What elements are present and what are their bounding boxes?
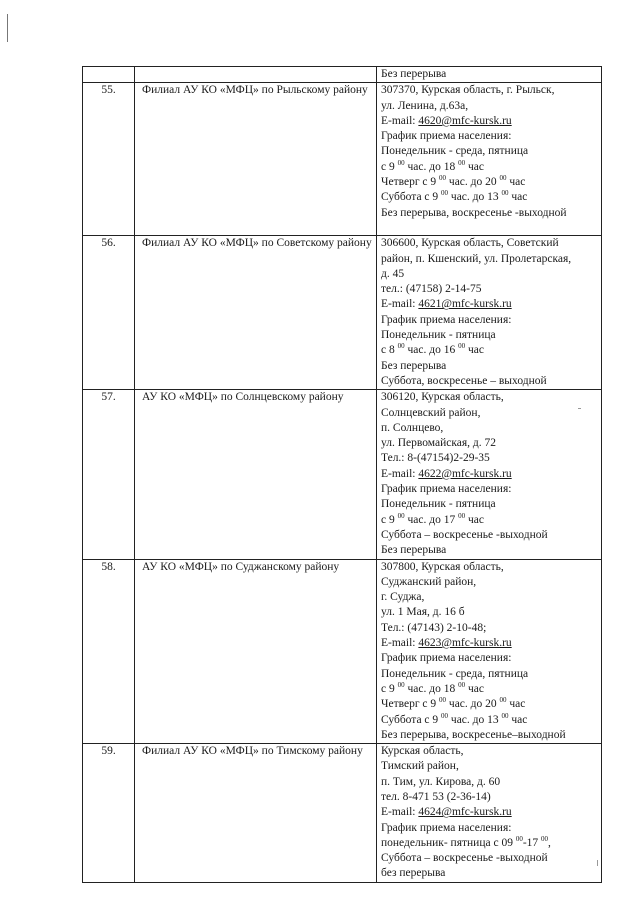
info-line: ул. 1 Мая, д. 16 б (381, 606, 465, 619)
info-line: E-mail: 4620@mfc-kursk.ru (381, 114, 512, 127)
info-line: Без перерыва (381, 359, 447, 372)
info-line: Солнцевский район, (381, 406, 481, 419)
info-line: График приема населения: (381, 313, 512, 326)
info-line: Без перерыва, воскресенье–выходной (381, 728, 566, 741)
info-line: ул. Ленина, д.63а, (381, 99, 469, 112)
info-line: 307370, Курская область, г. Рыльск, (381, 84, 555, 97)
info-line: E-mail: 4621@mfc-kursk.ru (381, 298, 512, 311)
branch-info-cell (377, 236, 602, 390)
branch-info-cell (377, 390, 602, 559)
info-line: 306120, Курская область, (381, 391, 504, 404)
branch-info-cell (377, 83, 602, 236)
branch-name-cell (135, 67, 377, 83)
info-line: д. 45 (381, 267, 405, 280)
info-line: Тимский район, (381, 760, 459, 773)
info-line: с 8 $^{00}$ час. до 16 $^{00}$ час (381, 342, 484, 357)
mfc-branches-table (82, 66, 602, 883)
minutes-superscript: 00 (458, 680, 466, 689)
minutes-superscript: 00 (441, 711, 449, 720)
row-number-cell: 57. (83, 390, 135, 559)
info-line: с 9 $^{00}$ час. до 17 $^{00}$ час (381, 511, 484, 526)
minutes-superscript: 00 (499, 174, 507, 183)
row-number-cell: 59. (83, 744, 135, 883)
info-line: ул. Первомайская, д. 72 (381, 437, 496, 450)
minutes-superscript: 00 (458, 342, 466, 351)
info-line: 307800, Курская область, (381, 560, 504, 573)
row-number-cell: 58. (83, 559, 135, 744)
info-line: График приема населения: (381, 130, 512, 143)
minutes-superscript: 00 (541, 834, 549, 843)
email-link[interactable]: 4620@mfc-kursk.ru (418, 114, 512, 127)
info-line: Курская область, (381, 745, 464, 758)
email-link[interactable]: 4623@mfc-kursk.ru (418, 637, 512, 650)
info-line: г. Суджа, (381, 591, 425, 604)
minutes-superscript: 00 (501, 189, 509, 198)
email-link[interactable]: 4624@mfc-kursk.ru (418, 806, 512, 819)
table-row (83, 236, 602, 390)
info-line: Понедельник - среда, пятница (381, 145, 529, 158)
info-line: без перерыва (381, 867, 446, 880)
info-line: тел.: (47158) 2-14-75 (381, 283, 482, 296)
minutes-superscript: 00 (397, 342, 405, 351)
branch-name: АУ КО «МФЦ» по Суджанскому району (142, 560, 340, 573)
table-row-continuation (83, 67, 602, 83)
minutes-superscript: 00 (458, 158, 466, 167)
info-line: Понедельник - среда, пятница (381, 667, 529, 680)
info-line: Суджанский район, (381, 575, 477, 588)
row-number-cell: 56. (83, 236, 135, 390)
info-line: п. Солнцево, (381, 421, 444, 434)
info-line: График приема населения: (381, 483, 512, 496)
minutes-superscript: 00 (499, 696, 507, 705)
info-line: Суббота – воскресенье -выходной (381, 528, 548, 541)
info-line: Тел.: 8-(47154)2-29-35 (381, 452, 490, 465)
info-line: район, п. Кшенский, ул. Пролетарская, (381, 252, 572, 265)
branch-name-cell (135, 236, 377, 390)
table-body (83, 67, 602, 883)
minutes-superscript: 00 (439, 174, 447, 183)
minutes-superscript: 00 (515, 834, 523, 843)
minutes-superscript: 00 (441, 189, 449, 198)
info-line: Суббота, воскресенье – выходной (381, 374, 547, 387)
info-line: Суббота – воскресенье -выходной (381, 852, 548, 865)
info-line: с 9 $^{00}$ час. до 18 $^{00}$ час (381, 158, 484, 173)
info-line: E-mail: 4622@mfc-kursk.ru (381, 467, 512, 480)
info-line: Суббота с 9 $^{00}$ час. до 13 $^{00}$ час (381, 711, 528, 726)
info-line: Четверг с 9 $^{00}$ час. до 20 $^{00}$ час (381, 696, 526, 711)
minutes-superscript: 00 (397, 158, 405, 167)
branch-name: Филиал АУ КО «МФЦ» по Советскому району (142, 237, 372, 250)
info-line: График приема населения: (381, 652, 512, 665)
info-line: Понедельник - пятница (381, 498, 496, 511)
info-line: Тел.: (47143) 2-10-48; (381, 621, 487, 634)
info-line: E-mail: 4624@mfc-kursk.ru (381, 806, 512, 819)
minutes-superscript: 00 (397, 511, 405, 520)
info-line: Понедельник - пятница (381, 329, 496, 342)
branch-name: АУ КО «МФЦ» по Солнцевскому району (142, 391, 344, 404)
info-line: Четверг с 9 $^{00}$ час. до 20 $^{00}$ час (381, 174, 526, 189)
info-line: Суббота с 9 $^{00}$ час. до 13 $^{00}$ час (381, 189, 528, 204)
email-link[interactable]: 4621@mfc-kursk.ru (418, 298, 512, 311)
minutes-superscript: 00 (439, 696, 447, 705)
info-line: понедельник- пятница с 09 $^{00}$-17 $^{00}$, (381, 834, 551, 849)
branch-name-cell (135, 390, 377, 559)
branch-name: Филиал АУ КО «МФЦ» по Рыльскому району (142, 84, 368, 97)
branch-info-cell (377, 67, 602, 83)
info-line: тел. 8-471 53 (2-36-14) (381, 790, 491, 803)
info-line: п. Тим, ул. Кирова, д. 60 (381, 775, 501, 788)
info-line: График приема населения: (381, 821, 512, 834)
info-line: Без перерыва, воскресенье -выходной (381, 206, 567, 219)
branch-info-cell (377, 744, 602, 883)
info-line: с 9 $^{00}$ час. до 18 $^{00}$ час (381, 680, 484, 695)
minutes-superscript: 00 (397, 680, 405, 689)
info-line: E-mail: 4623@mfc-kursk.ru (381, 637, 512, 650)
info-line: 306600, Курская область, Советский (381, 237, 559, 250)
row-number-cell (83, 67, 135, 83)
minutes-superscript: 00 (458, 511, 466, 520)
branch-name-cell (135, 83, 377, 236)
branch-name-cell (135, 744, 377, 883)
scan-margin-mark (7, 14, 8, 42)
branch-name-cell (135, 559, 377, 744)
info-line: Без перерыва (381, 544, 447, 557)
row-number-cell: 55. (83, 83, 135, 236)
email-link[interactable]: 4622@mfc-kursk.ru (418, 467, 512, 480)
branch-name: Филиал АУ КО «МФЦ» по Тимскому району (142, 745, 363, 758)
minutes-superscript: 00 (501, 711, 509, 720)
table-row (83, 390, 602, 559)
table-row (83, 559, 602, 744)
branch-info-cell (377, 559, 602, 744)
table-row (83, 83, 602, 236)
info-line: Без перерыва (381, 68, 447, 80)
table-row (83, 744, 602, 883)
